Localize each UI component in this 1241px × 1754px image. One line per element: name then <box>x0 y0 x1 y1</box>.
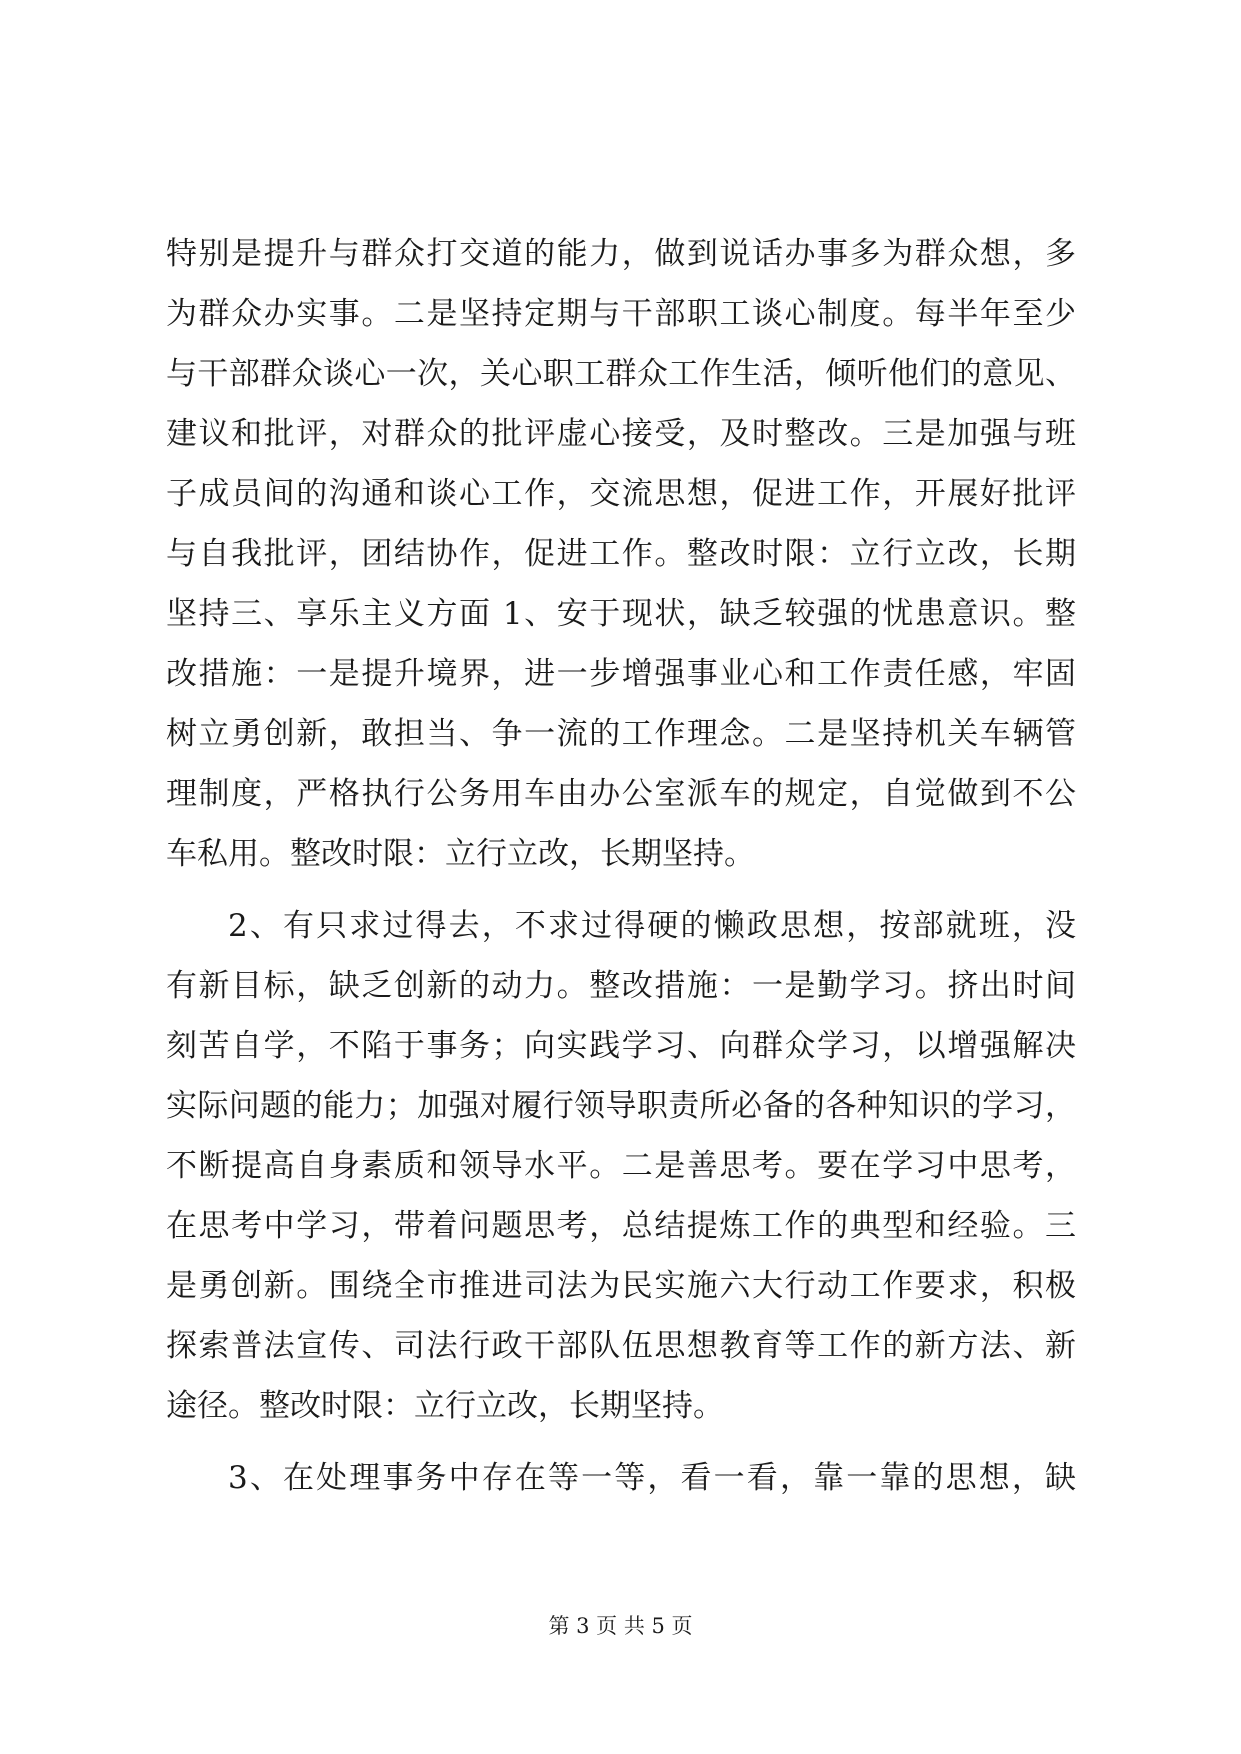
paragraph <box>166 896 1076 1436</box>
document-body <box>166 224 1076 1508</box>
text-line: 与干部群众谈心一次，关心职工群众工作生活，倾听他们的意见、 <box>166 356 1076 392</box>
text-line: 理制度，严格执行公务用车由办公室派车的规定，自觉做到不公 <box>166 776 1076 812</box>
text-line: 3、在处理事务中存在等一等，看一看，靠一靠的思想，缺 <box>228 1460 1076 1496</box>
paragraph <box>166 224 1076 884</box>
text-line: 树立勇创新，敢担当、争一流的工作理念。二是坚持机关车辆管 <box>166 716 1076 752</box>
text-line: 在思考中学习，带着问题思考，总结提炼工作的典型和经验。三 <box>166 1208 1076 1244</box>
text-line: 车私用。整改时限：立行立改，长期坚持。 <box>166 836 755 872</box>
page-number-footer: 第 3 页 共 5 页 <box>548 1614 693 1638</box>
text-line: 有新目标，缺乏创新的动力。整改措施：一是勤学习。挤出时间 <box>166 968 1076 1004</box>
paragraph-gap <box>166 1436 1076 1448</box>
text-line: 是勇创新。围绕全市推进司法为民实施六大行动工作要求，积极 <box>166 1268 1076 1304</box>
text-line: 为群众办实事。二是坚持定期与干部职工谈心制度。每半年至少 <box>166 296 1076 332</box>
text-line: 不断提高自身素质和领导水平。二是善思考。要在学习中思考， <box>166 1148 1076 1184</box>
text-line: 改措施：一是提升境界，进一步增强事业心和工作责任感，牢固 <box>166 656 1076 692</box>
text-line: 途径。整改时限：立行立改，长期坚持。 <box>166 1388 724 1424</box>
text-line: 2、有只求过得去，不求过得硬的懒政思想，按部就班，没 <box>228 908 1076 944</box>
paragraph-gap <box>166 884 1076 896</box>
paragraph <box>166 1448 1076 1508</box>
text-line: 特别是提升与群众打交道的能力，做到说话办事多为群众想，多 <box>166 236 1076 272</box>
text-line: 与自我批评，团结协作，促进工作。整改时限：立行立改，长期 <box>166 536 1076 572</box>
text-line: 子成员间的沟通和谈心工作，交流思想，促进工作，开展好批评 <box>166 476 1076 512</box>
text-line: 探索普法宣传、司法行政干部队伍思想教育等工作的新方法、新 <box>166 1328 1076 1364</box>
text-line: 建议和批评，对群众的批评虚心接受，及时整改。三是加强与班 <box>166 416 1076 452</box>
text-line: 坚持三、享乐主义方面 1、安于现状，缺乏较强的忧患意识。整 <box>166 596 1076 632</box>
text-line: 实际问题的能力；加强对履行领导职责所必备的各种知识的学习， <box>166 1088 1076 1124</box>
text-line: 刻苦自学，不陷于事务；向实践学习、向群众学习，以增强解决 <box>166 1028 1076 1064</box>
